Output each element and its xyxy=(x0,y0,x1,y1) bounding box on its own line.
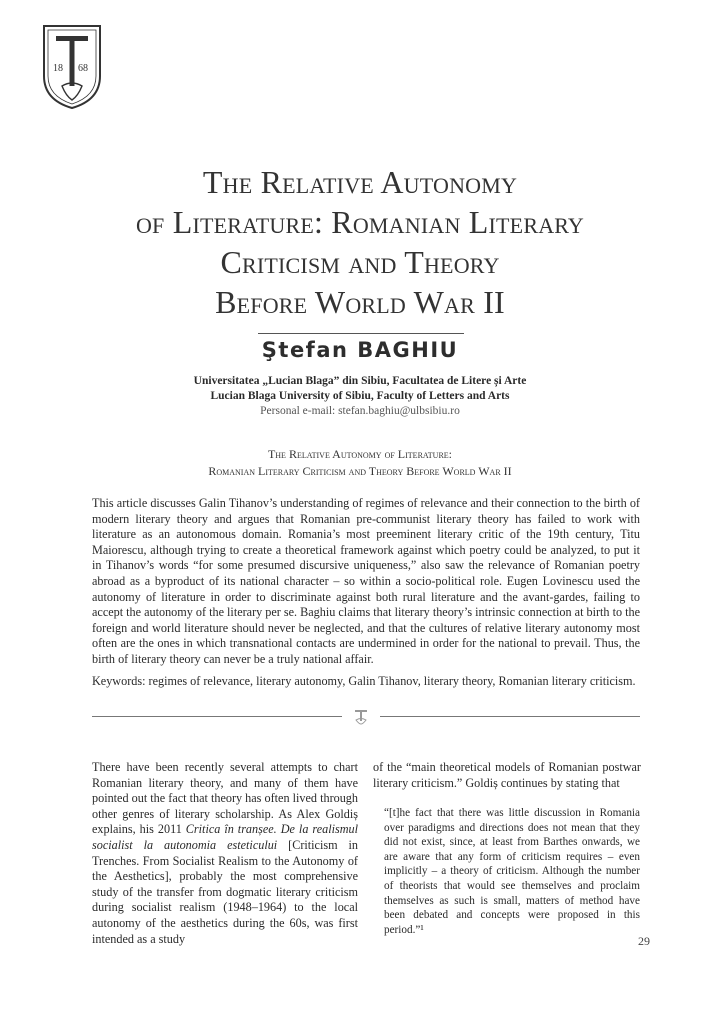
page-number: 29 xyxy=(638,934,650,948)
author-email: Personal e-mail: stefan.baghiu@ulbsibiu.ro xyxy=(260,405,460,417)
body-column-left xyxy=(92,760,358,947)
author-name: Ştefan BAGHIU xyxy=(261,338,459,362)
title-line: of Literature: Romanian Literary xyxy=(135,204,585,240)
body-text: [Criticism in Trenches. From Socialist Realism to the Autonomy of the Aesthetics], probably the most comprehensive study of the transfer from dogmatic literary criticism during socialist realism (1948–1964) to the local autonomy of the aesthetics during the 60s, was first intended as a study xyxy=(92,837,358,946)
ornament-icon xyxy=(350,706,372,726)
affiliation-ro: Universitatea „Lucian Blaga” din Sibiu, Facultatea de Litere și Arte xyxy=(193,375,527,387)
author-divider xyxy=(258,333,464,334)
body-column-right: of the “main theoretical models of Romanian postwar literary criticism.” Goldiș continues by stating that xyxy=(373,760,641,790)
body-text: There have been recently several attempts to chart Romanian literary theory, and many of them have pointed out the fact that theory has often lived through other genres of literary scholarship. As Alex Goldiș explains, his 2011 xyxy=(92,760,358,837)
university-crest-icon xyxy=(40,24,104,110)
keywords: Keywords: regimes of relevance, literary autonomy, Galin Tihanov, literary theory, Romanian literary criticism. xyxy=(92,674,636,688)
title-line: Before World War II xyxy=(215,284,505,320)
logo-year-right: 68 xyxy=(78,63,88,74)
logo-year-left: 18 xyxy=(53,63,63,74)
title-line: The Relative Autonomy xyxy=(202,164,518,200)
running-title-line: The Relative Autonomy of Literature: xyxy=(267,447,453,461)
book-title: Critica în tranșee. De la realismul socialist la autonomia esteticului xyxy=(92,822,358,852)
abstract: This article discusses Galin Tihanov’s understanding of regimes of relevance and their connection to the birth of modern literary theory and argues that Romanian pre-communist literary theory has failed to work with literature as an autonomous domain. Romania’s most preeminent literary critic of the 19th century, Titu Maiorescu, although trying to create a theoretical framework against which poetry could be analyzed, to put it in Tihanov’s words “for some presumed discursive uniqueness,” also saw the relevance of Romanian poetry abroad as a byproduct of its national character – so within a socio-political role. Eugen Lovinescu used the autonomy of literature in order to discriminate against both rural literature and the avant-gardes, failing to accept the autonomy of the literary per se. Baghiu claims that literary theory’s intrinsic connection at birth to the foreign and world literature should never be neglected, and that the cultures of relative literary autonomy most often are the ones in which transnational contacts are undermined in order for the national to prevail. Thus, the birth of literary theory can never be a truly national affair. xyxy=(92,496,640,666)
block-quote: “[t]he fact that there was little discussion in Romania over paradigms and directions does not mean that they did not exist, since, at least from Barthes onwards, we are aware that any form of criticism requires – even implicitly – a theory of criticism. Although the number of theorists that would see themselves and proclaim themselves as such is small, matters of method have been debated and concepts were proposed in this period.”¹ xyxy=(384,807,640,936)
running-title-line: Romanian Literary Criticism and Theory Before World War II xyxy=(208,464,512,478)
running-title xyxy=(100,446,620,480)
title-line: Criticism and Theory xyxy=(220,244,500,280)
section-divider-left xyxy=(92,716,342,717)
affiliation-en: Lucian Blaga University of Sibiu, Faculty of Letters and Arts xyxy=(210,390,510,402)
article-title xyxy=(60,162,660,322)
section-divider-right xyxy=(380,716,640,717)
